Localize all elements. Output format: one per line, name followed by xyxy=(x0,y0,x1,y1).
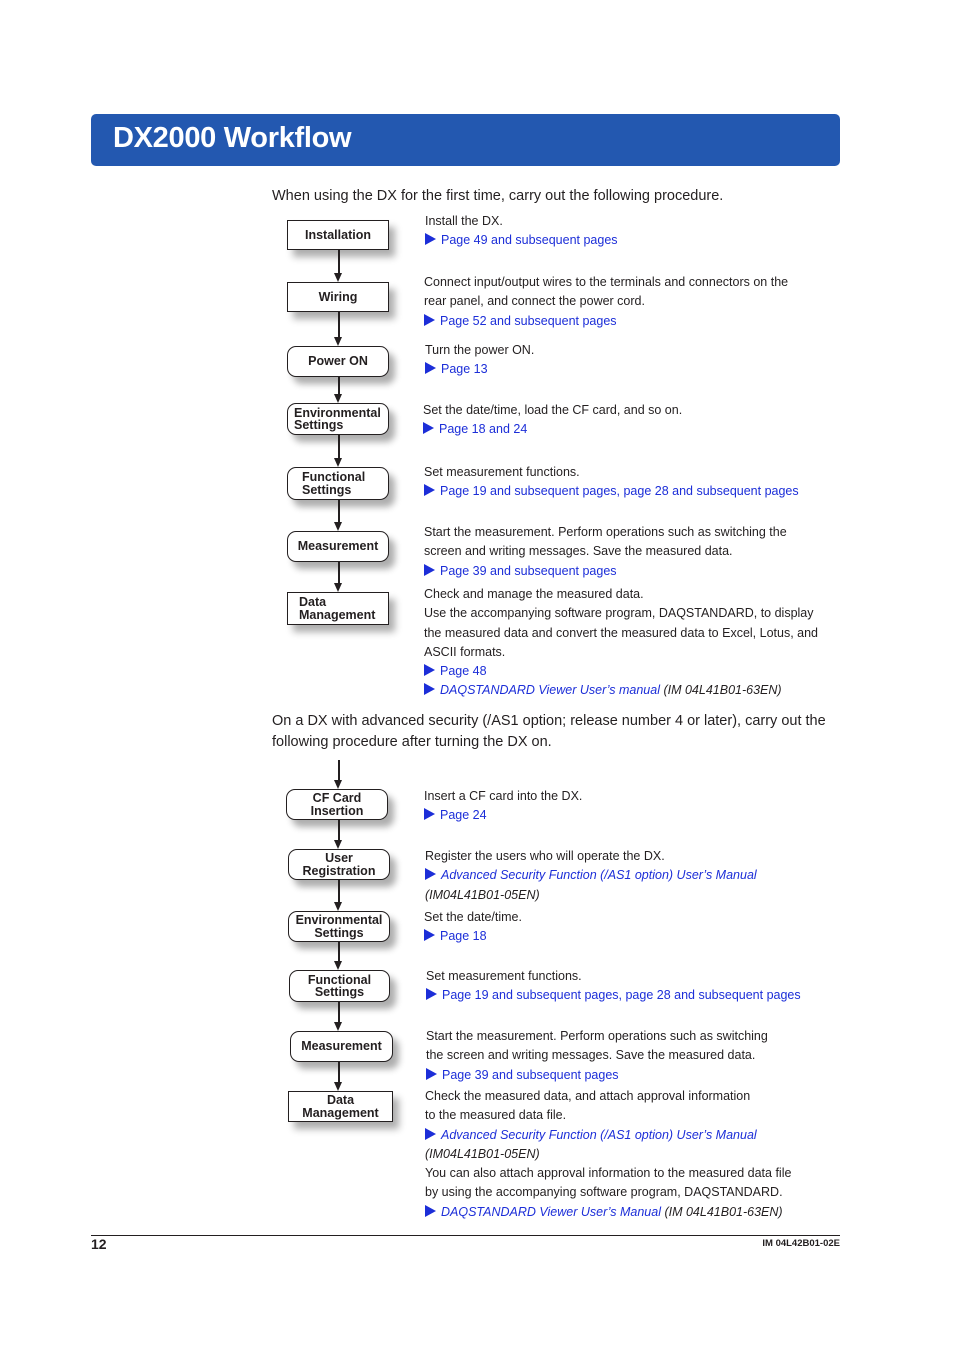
page-reference-link[interactable]: Page 39 and subsequent pages xyxy=(442,1067,619,1082)
flow-arrowhead xyxy=(334,273,342,282)
flow-arrowhead xyxy=(334,583,342,592)
page-reference-link[interactable]: Advanced Security Function (/AS1 option) User’s Manual xyxy=(441,868,757,883)
reference-line xyxy=(424,482,799,501)
intro-paragraph-2: On a DX with advanced security (/AS1 option; release number 4 or later), carry out the following procedure after turning the DX on. xyxy=(272,713,826,750)
description-text: Check the measured data, and attach approval information xyxy=(425,1089,751,1103)
description-text: Turn the power ON. xyxy=(425,343,535,357)
reference-line xyxy=(424,662,818,681)
reference-line xyxy=(425,1126,791,1145)
description-text: Set the date/time, load the CF card, and so on. xyxy=(423,403,683,417)
description-text: Connect input/output wires to the terminals and connectors on the xyxy=(424,275,789,289)
flow-arrowhead xyxy=(334,780,342,789)
triangle-pointer-icon xyxy=(425,1205,436,1217)
flow-connector xyxy=(338,1002,340,1023)
description-text: screen and writing messages. Save the measured data. xyxy=(424,544,733,559)
step-description xyxy=(426,967,801,1006)
description-text: Start the measurement. Perform operations such as switching the xyxy=(424,525,787,539)
description-text: Set measurement functions. xyxy=(426,969,582,983)
flow-connector xyxy=(338,435,340,459)
step-description xyxy=(424,463,799,502)
flow-step-box: Installation xyxy=(287,220,389,250)
page-reference-link[interactable]: Page 13 xyxy=(441,362,488,377)
flow-step-box: Wiring xyxy=(287,282,389,312)
reference-line xyxy=(425,360,534,379)
description-text: Insert a CF card into the DX. xyxy=(424,789,583,803)
description-text: the measured data and convert the measured data to Excel, Lotus, and xyxy=(424,625,819,640)
reference-line xyxy=(424,927,522,946)
flow-arrowhead xyxy=(334,1082,342,1091)
triangle-pointer-icon xyxy=(425,233,436,245)
flow-arrowhead xyxy=(334,522,342,531)
reference-line xyxy=(424,806,582,825)
triangle-pointer-icon xyxy=(425,1128,436,1140)
intro-paragraph-1: When using the DX for the first time, carry out the following procedure. xyxy=(272,188,724,204)
document-id: IM 04L42B01-02E xyxy=(762,1238,840,1249)
page-title: DX2000 Workflow xyxy=(113,122,352,154)
flow-step-box: Functional Settings xyxy=(287,467,389,500)
page-reference-link[interactable]: Advanced Security Function (/AS1 option) User’s Manual xyxy=(441,1127,757,1142)
page-reference-link[interactable]: Page 39 and subsequent pages xyxy=(440,563,617,578)
description-text: by using the accompanying software program, DAQSTANDARD. xyxy=(425,1185,783,1200)
triangle-pointer-icon xyxy=(423,422,434,434)
reference-line xyxy=(426,1066,768,1085)
step-description xyxy=(423,401,682,440)
flow-step-box: Measurement xyxy=(287,531,389,562)
step-description xyxy=(425,212,618,251)
triangle-pointer-icon xyxy=(424,683,435,695)
triangle-pointer-icon xyxy=(425,868,436,880)
title-bar xyxy=(91,114,840,166)
flow-connector xyxy=(338,312,340,338)
step-description xyxy=(424,523,787,581)
flow-connector xyxy=(338,377,340,395)
flow-connector xyxy=(338,1062,340,1083)
flow-connector xyxy=(338,250,340,274)
flow-step-box: Data Management xyxy=(287,592,389,625)
triangle-pointer-icon xyxy=(426,1068,437,1080)
flow-step-box: Functional Settings xyxy=(289,970,390,1002)
description-text: You can also attach approval information to the measured data file xyxy=(425,1166,792,1181)
flow-arrowhead xyxy=(334,458,342,467)
flow-connector xyxy=(338,880,340,903)
reference-line xyxy=(423,420,682,439)
flow-arrowhead xyxy=(334,1022,342,1031)
page-reference-link[interactable]: DAQSTANDARD Viewer User’s Manual xyxy=(441,1204,661,1219)
page-reference-link[interactable]: Page 18 and 24 xyxy=(439,422,528,437)
page-reference-link[interactable]: Page 49 and subsequent pages xyxy=(441,233,618,248)
manual-code: (IM 04L41B01-63EN) xyxy=(660,1204,783,1219)
manual-code: (IM 04L41B01-63EN) xyxy=(659,683,782,698)
description-text: Set the date/time. xyxy=(424,910,522,924)
flow-arrowhead xyxy=(334,337,342,346)
description-text: ASCII formats. xyxy=(424,644,506,659)
description-text: Check and manage the measured data. xyxy=(424,587,644,601)
flow-connector xyxy=(338,562,340,584)
reference-line xyxy=(424,312,788,331)
description-text: rear panel, and connect the power cord. xyxy=(424,294,645,309)
page-number: 12 xyxy=(91,1236,107,1252)
step-description xyxy=(424,273,788,331)
flow-step-box: Environmental Settings xyxy=(288,911,390,942)
description-text: Set measurement functions. xyxy=(424,465,580,479)
triangle-pointer-icon xyxy=(425,362,436,374)
reference-line xyxy=(424,681,818,700)
page-reference-link[interactable]: Page 48 xyxy=(440,664,487,679)
triangle-pointer-icon xyxy=(424,929,435,941)
triangle-pointer-icon xyxy=(424,664,435,676)
flow-step-box: CF Card Insertion xyxy=(286,789,388,820)
triangle-pointer-icon xyxy=(424,314,435,326)
triangle-pointer-icon xyxy=(426,988,437,1000)
page-reference-link[interactable]: Page 18 xyxy=(440,929,487,944)
step-description xyxy=(425,847,757,905)
description-text: to the measured data file. xyxy=(425,1108,567,1123)
footer-divider xyxy=(91,1235,840,1236)
page-reference-link[interactable]: DAQSTANDARD Viewer User’s manual xyxy=(440,683,660,698)
description-text: Register the users who will operate the DX. xyxy=(425,849,665,863)
reference-line xyxy=(425,231,618,250)
step-description xyxy=(425,341,534,380)
reference-line xyxy=(425,866,757,885)
description-text: the screen and writing messages. Save the measured data. xyxy=(426,1048,756,1063)
flow-step-box: User Registration xyxy=(288,849,390,880)
triangle-pointer-icon xyxy=(424,808,435,820)
triangle-pointer-icon xyxy=(424,564,435,576)
page-reference-link[interactable]: Page 19 and subsequent pages, page 28 and subsequent pages xyxy=(440,484,799,499)
flow-arrowhead xyxy=(334,961,342,970)
description-text: Use the accompanying software program, DAQSTANDARD, to display xyxy=(424,606,814,621)
flow-step-box: Power ON xyxy=(287,346,389,377)
description-text: Install the DX. xyxy=(425,214,503,228)
manual-code: (IM04L41B01-05EN) xyxy=(425,887,540,902)
step-description xyxy=(426,1027,768,1085)
step-description xyxy=(424,585,818,701)
flow-connector xyxy=(338,820,340,841)
flow-arrowhead xyxy=(334,902,342,911)
page-reference-link[interactable]: Page 19 and subsequent pages, page 28 and subsequent pages xyxy=(442,988,801,1003)
flow-connector xyxy=(338,760,340,781)
description-text: Start the measurement. Perform operations such as switching xyxy=(426,1029,768,1043)
flow-arrowhead xyxy=(334,840,342,849)
flow-step-box: Environmental Settings xyxy=(287,403,389,435)
manual-code: (IM04L41B01-05EN) xyxy=(425,1146,540,1161)
flow-arrowhead xyxy=(334,394,342,403)
step-description xyxy=(424,908,522,947)
flow-step-box: Measurement xyxy=(290,1031,393,1062)
flow-step-box: Data Management xyxy=(288,1091,393,1122)
reference-line xyxy=(424,562,787,581)
triangle-pointer-icon xyxy=(424,484,435,496)
reference-line xyxy=(425,1203,791,1222)
flow-connector xyxy=(338,942,340,962)
step-description xyxy=(425,1087,791,1222)
step-description xyxy=(424,787,582,826)
flow-connector xyxy=(338,500,340,523)
page-reference-link[interactable]: Page 52 and subsequent pages xyxy=(440,313,617,328)
page-reference-link[interactable]: Page 24 xyxy=(440,808,487,823)
reference-line xyxy=(426,986,801,1005)
